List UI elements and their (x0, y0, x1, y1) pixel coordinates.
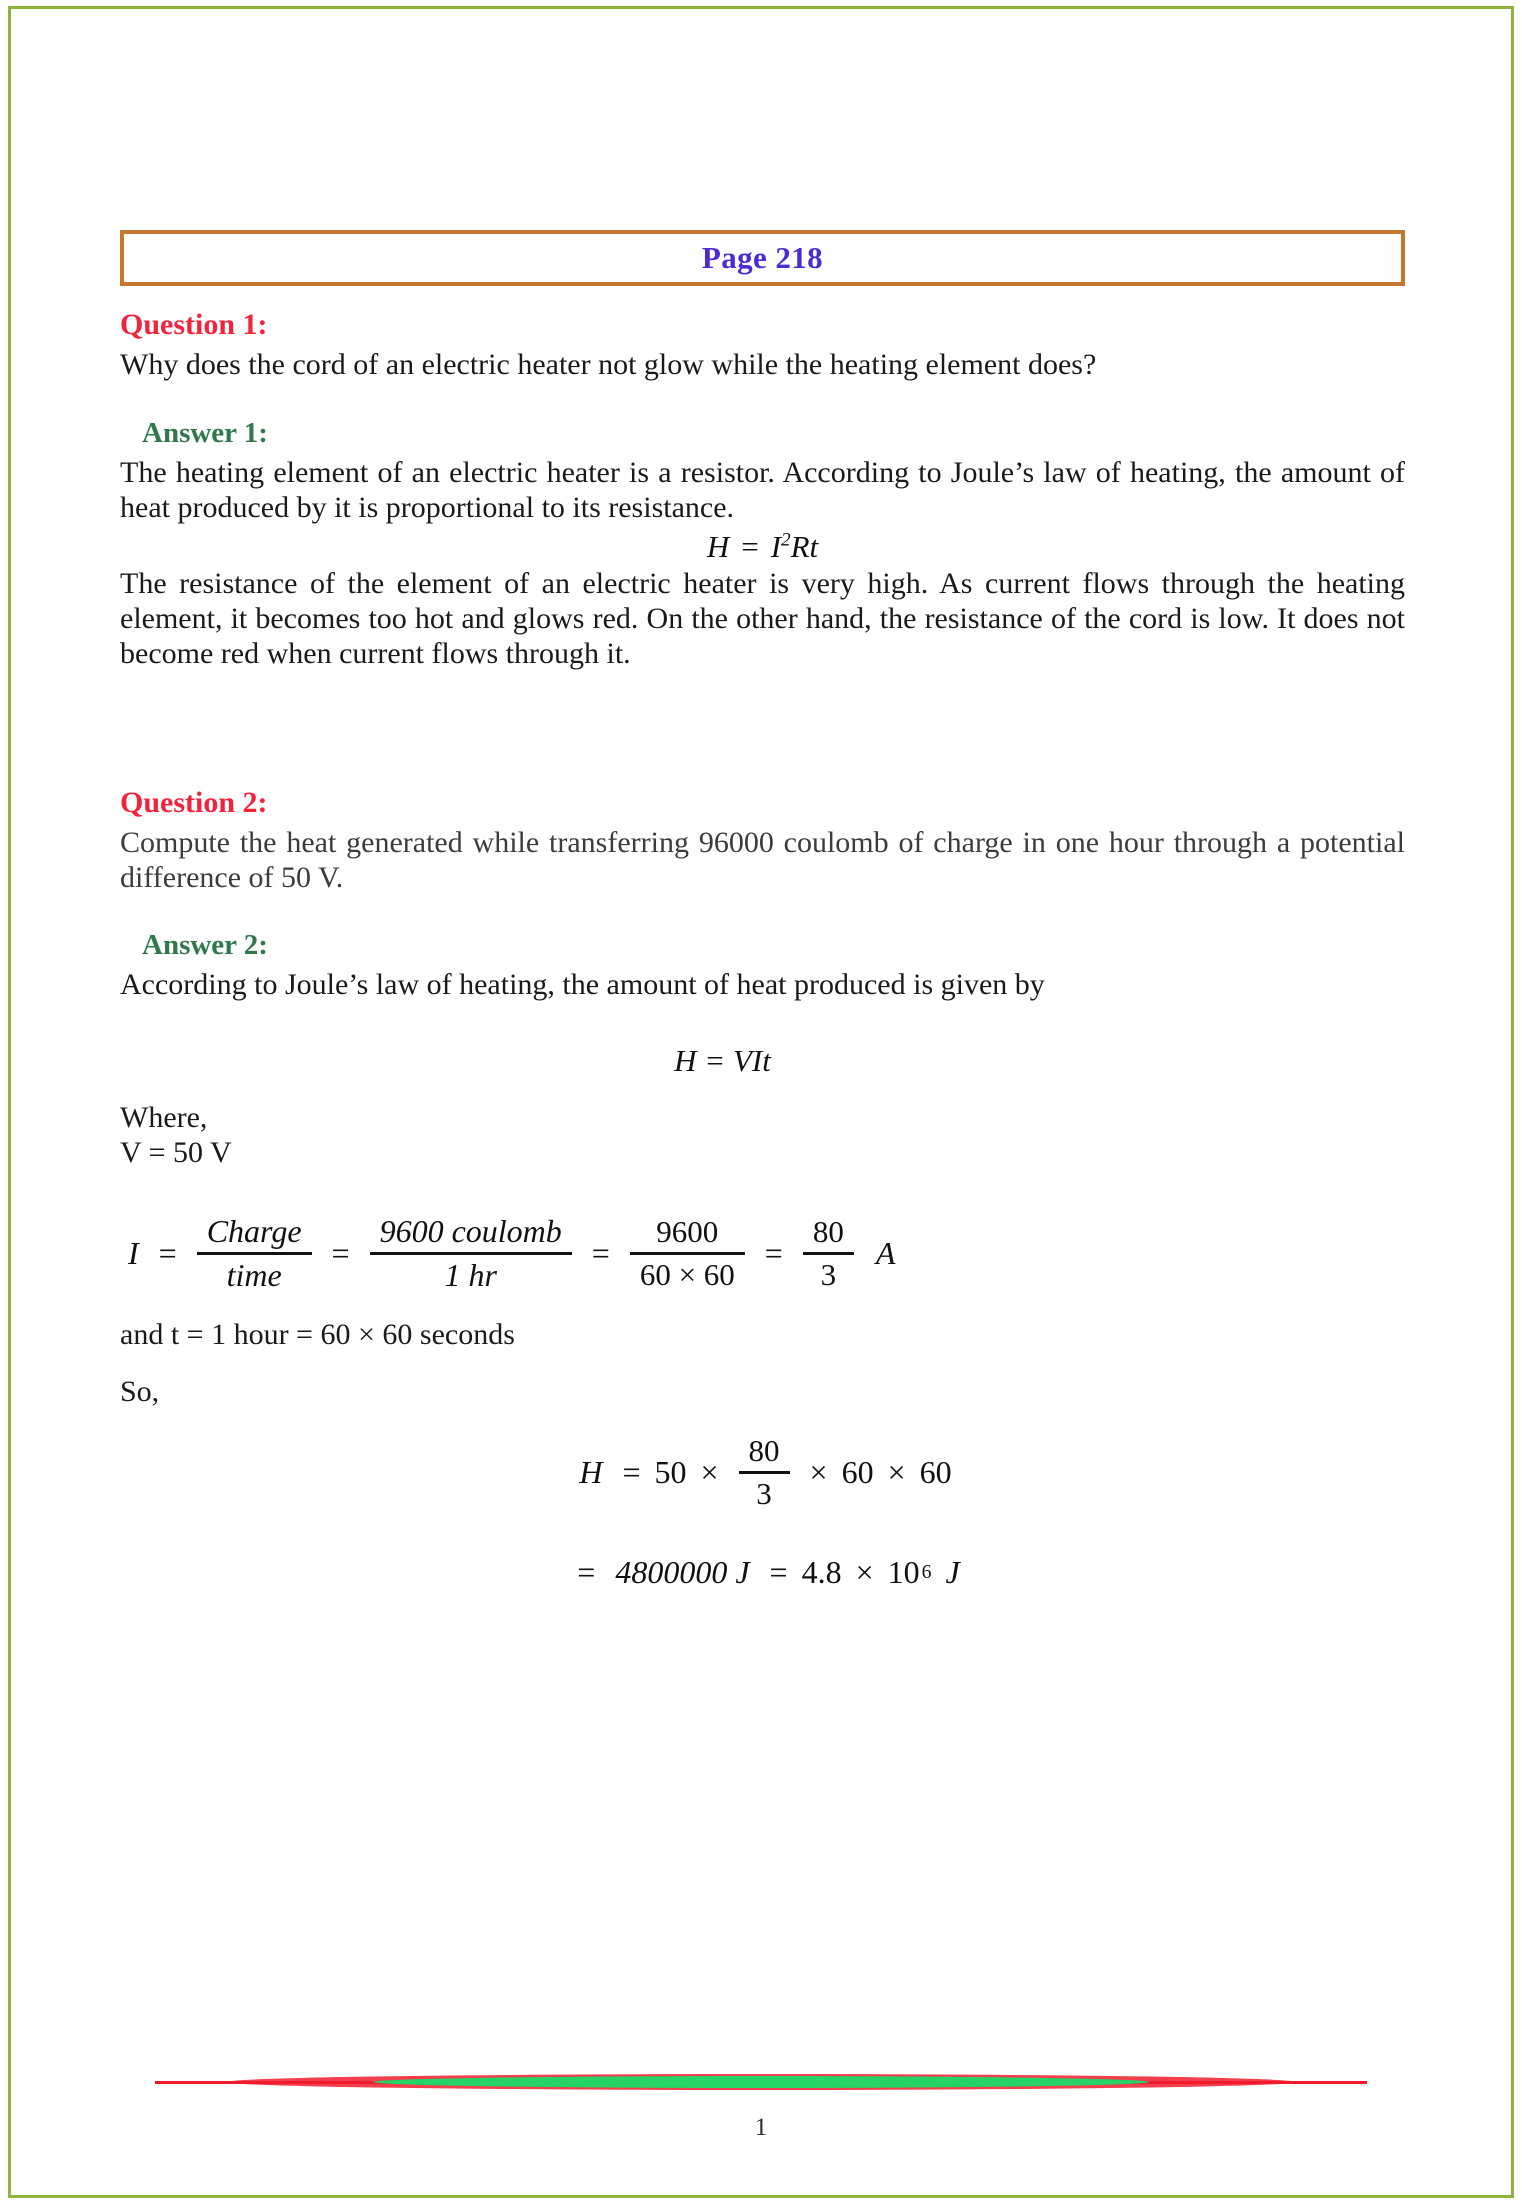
fraction-9600-coulomb-over-1hr (370, 1211, 572, 1296)
fraction-numerator-80: 80 (748, 1433, 780, 1469)
voltage-value-line: V = 50 V (120, 1135, 232, 1169)
time-line-spacer (120, 1296, 1405, 1318)
result-equation (120, 1554, 1405, 1591)
formula-h-symbol: H (706, 529, 730, 565)
heat-times-1: × (700, 1454, 719, 1491)
formula-spacer (120, 1003, 1405, 1043)
current-equation (120, 1211, 1405, 1296)
heat-equation (120, 1431, 1405, 1514)
fraction-denominator-time: time (226, 1256, 282, 1293)
fraction-denominator-3: 3 (756, 1476, 772, 1512)
question-2-text: Compute the heat generated while transferring 96000 coulomb of charge in one hour through a potential difference of 50 V. (120, 825, 1405, 894)
fraction-numerator-charge: Charge (206, 1212, 302, 1249)
formula-i-exponent: 2 (781, 530, 791, 552)
result-sci-mantissa: 4.8 (801, 1554, 842, 1591)
fraction-9600-over-60x60 (630, 1212, 745, 1295)
formula-i-symbol: I (770, 529, 782, 565)
divider-green-lens (373, 2076, 1149, 2088)
so-label-spacer (120, 1353, 1405, 1375)
current-unit-ampere: A (875, 1234, 896, 1271)
current-equals-2: = (331, 1234, 350, 1271)
current-equals-4: = (764, 1234, 783, 1271)
current-symbol-i: I (128, 1234, 139, 1271)
page-title: Page 218 (701, 240, 824, 275)
current-equals-3: = (591, 1234, 610, 1271)
fraction-numerator-9600-coulomb: 9600 coulomb (379, 1212, 562, 1249)
heat-factor-50: 50 (654, 1454, 687, 1491)
where-label: Where, (120, 1101, 208, 1135)
heat-factor-60-b: 60 (919, 1454, 952, 1491)
result-value-joules: 4800000 J (615, 1554, 750, 1591)
formula-spacer-2 (120, 1079, 1405, 1101)
answer-1-heading: Answer 1: (142, 416, 268, 449)
page-footer (0, 2072, 1522, 2142)
formula-h-equals-vit: H = VIt (674, 1043, 771, 1079)
question-2-heading: Question 2: (120, 785, 268, 819)
heat-times-3: × (887, 1454, 906, 1491)
current-equation-spacer (120, 1171, 1405, 1211)
fraction-denominator-60x60: 60 × 60 (639, 1256, 735, 1292)
formula-rt-symbol: Rt (790, 529, 819, 565)
heat-equation-spacer (120, 1409, 1405, 1431)
heat-equals: = (622, 1454, 641, 1491)
current-equals-1: = (158, 1234, 177, 1271)
formula-joule-law-i2rt (120, 529, 1405, 565)
result-equals-1: = (577, 1554, 596, 1591)
question-1-text: Why does the cord of an electric heater not glow while the heating element does? (120, 348, 1097, 381)
fraction-80-over-3 (803, 1212, 854, 1295)
section-spacer (120, 672, 1405, 758)
heat-factor-60-a: 60 (841, 1454, 874, 1491)
answer-1-paragraph-1: The heating element of an electric heater is a resistor. According to Joule’s law of heating, the amount of heat produced by it is proportional to its resistance. (120, 455, 1405, 524)
page-content (120, 0, 1405, 1591)
fraction-denominator-3: 3 (820, 1256, 837, 1292)
fraction-charge-over-time (197, 1211, 312, 1296)
fraction-80-over-3-heat (739, 1431, 790, 1514)
heat-times-2: × (809, 1454, 828, 1491)
fraction-numerator-9600: 9600 (656, 1213, 719, 1249)
result-sci-times: × (855, 1554, 874, 1591)
time-value-line: and t = 1 hour = 60 × 60 seconds (120, 1317, 515, 1351)
result-unit-joule: J (945, 1554, 960, 1591)
question-1-heading: Question 1: (120, 308, 268, 341)
result-sci-exponent: 6 (921, 1561, 932, 1584)
fraction-denominator-1hr: 1 hr (444, 1256, 497, 1293)
result-equals-2: = (769, 1554, 788, 1591)
heat-symbol-h: H (579, 1454, 603, 1491)
footer-divider (155, 2072, 1367, 2092)
so-label: So, (120, 1374, 160, 1408)
answer-2-heading: Answer 2: (142, 929, 268, 962)
page-number: 1 (754, 2114, 768, 2141)
answer-1-paragraph-2: The resistance of the element of an electric heater is very high. As current flows through the heating element, it becomes too hot and glows red. On the other hand, the resistance of the cord is low. It does not become red when current flows through it. (120, 567, 1405, 670)
result-spacer (120, 1514, 1405, 1554)
formula-equals: = (741, 529, 759, 565)
result-sci-base: 10 (887, 1554, 920, 1591)
answer-2-intro: According to Joule’s law of heating, the amount of heat produced is given by (120, 968, 1045, 1002)
fraction-numerator-80: 80 (812, 1213, 844, 1249)
page-title-box (120, 230, 1405, 286)
